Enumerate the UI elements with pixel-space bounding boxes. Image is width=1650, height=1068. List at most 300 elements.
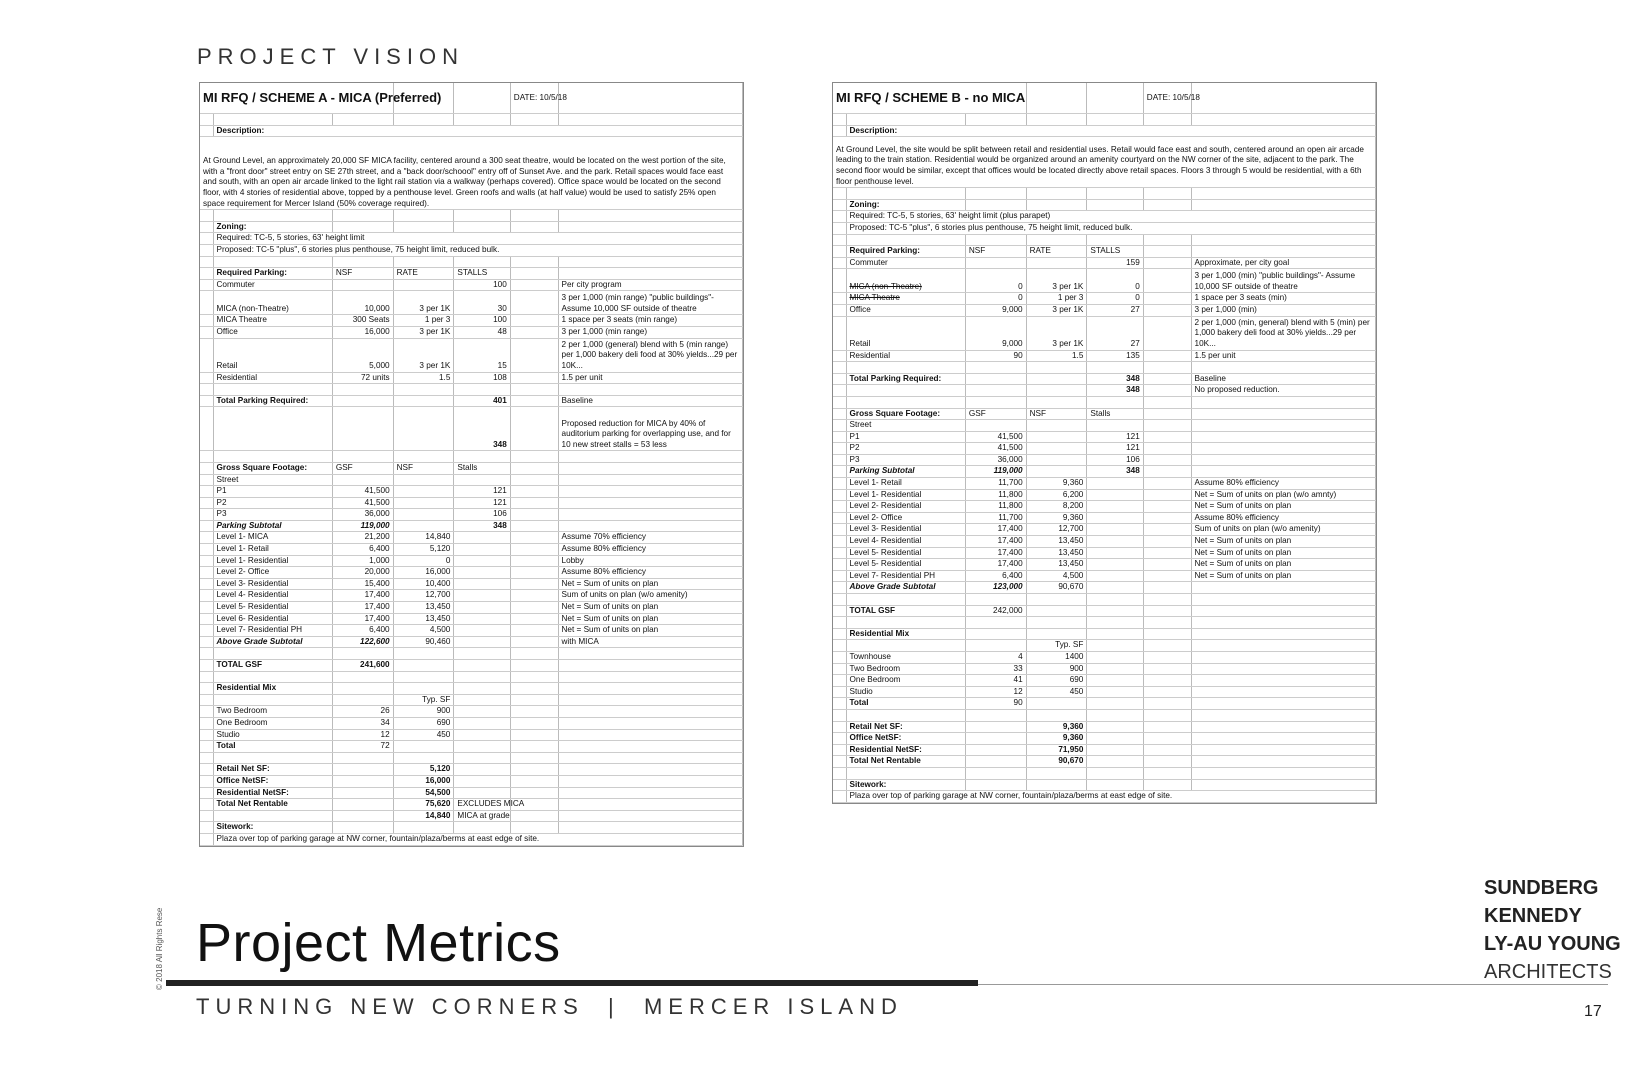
sheet-cell: [454, 822, 510, 834]
sheet-cell: [1087, 362, 1143, 374]
sheet-cell: 3 per 1,000 (min) "public buildings"- Assume 10,000 SF outside of theatre: [1191, 269, 1375, 293]
sheet-cell: 3 per 1,000 (min range) "public buildings"- Assume 10,000 SF outside of theatre: [558, 291, 742, 315]
sheet-cell: [332, 256, 393, 268]
sheet-cell: 41,500: [332, 497, 393, 509]
sheet-cell: 13,450: [1026, 547, 1087, 559]
sheet-cell: [1143, 779, 1191, 791]
table-row: [200, 555, 743, 567]
sheet-cell: [965, 779, 1026, 791]
sheet-cell: [454, 474, 510, 486]
sheet-cell: [1143, 536, 1191, 548]
sheet-cell: [213, 752, 332, 764]
sheet-cell: [558, 810, 742, 822]
sheet-cell: [1026, 114, 1087, 126]
sheet-cell: [558, 451, 742, 463]
sheet-cell: [833, 304, 846, 316]
sheet-cell: [200, 613, 213, 625]
sheet-cell: [1087, 396, 1143, 408]
sheet-cell: MICA Theatre: [213, 315, 332, 327]
sheet-cell: [1026, 83, 1087, 114]
table-row: [200, 497, 743, 509]
sheet-cell: [965, 114, 1026, 126]
table-row: [200, 451, 743, 463]
sheet-cell: [454, 625, 510, 637]
sheet-cell: [510, 326, 558, 338]
sheet-cell: [332, 787, 393, 799]
sheet-cell: Typ. SF: [1026, 640, 1087, 652]
sheet-cell: [510, 256, 558, 268]
sheet-cell: [558, 717, 742, 729]
sheet-cell: [965, 721, 1026, 733]
sheet-cell: [1026, 767, 1087, 779]
sheet-cell: Above Grade Subtotal: [213, 636, 332, 648]
sheet-cell: MICA at grade: [454, 810, 510, 822]
sheet-cell: [332, 822, 393, 834]
sheet-cell: [833, 501, 846, 513]
table-row: [200, 544, 743, 556]
sheet-cell: Level 5- Residential: [213, 602, 332, 614]
sheet-cell: [833, 222, 846, 234]
sheet-cell: [1143, 420, 1191, 432]
sheet-cell: [510, 590, 558, 602]
sheet-cell: 108: [454, 372, 510, 384]
table-row: [833, 698, 1376, 710]
table-row: [833, 536, 1376, 548]
sheet-cell: [332, 810, 393, 822]
table-row: [833, 559, 1376, 571]
sheet-cell: Net = Sum of units on plan: [1191, 501, 1375, 513]
sheet-cell: [454, 671, 510, 683]
sheet-cell: [200, 741, 213, 753]
sheet-cell: [393, 648, 454, 660]
table-row: [200, 462, 743, 474]
sheet-cell: [393, 520, 454, 532]
sheet-cell: 900: [393, 706, 454, 718]
sheet-cell: 242,000: [965, 605, 1026, 617]
table-row: [200, 833, 743, 845]
sheet-cell: [1026, 234, 1087, 246]
sheet-cell: Residential Mix: [846, 628, 965, 640]
sheet-cell: [1143, 316, 1191, 350]
sheet-cell: Residential: [846, 350, 965, 362]
table-row: [200, 395, 743, 407]
sheet-cell: [833, 478, 846, 490]
sheet-cell: [454, 83, 510, 114]
sheet-cell: [1087, 536, 1143, 548]
copyright-note: © 2018 All Rights Rese: [155, 907, 164, 990]
sheet-cell: [200, 555, 213, 567]
sheet-cell: [833, 675, 846, 687]
sheet-cell: [1143, 628, 1191, 640]
sheet-cell: [1143, 512, 1191, 524]
sheet-cell: 34: [332, 717, 393, 729]
sheet-cell: [1087, 524, 1143, 536]
sheet-cell: [213, 114, 332, 126]
table-row: [200, 729, 743, 741]
sheet-cell: [1191, 188, 1375, 200]
sheet-cell: [846, 594, 965, 606]
sheet-cell: Studio: [213, 729, 332, 741]
sheet-cell: [965, 257, 1026, 269]
sheet-cell: 0: [1087, 269, 1143, 293]
sheet-cell: [454, 660, 510, 672]
sheet-cell: [965, 362, 1026, 374]
sheet-cell: 15,400: [332, 578, 393, 590]
sheet-cell: [510, 407, 558, 451]
sheet-cell: [558, 83, 742, 114]
sheet-cell: [833, 408, 846, 420]
sheet-cell: [833, 605, 846, 617]
sheet-cell: [393, 671, 454, 683]
sheet-cell: [510, 315, 558, 327]
table-row: [200, 244, 743, 256]
sheet-cell: [510, 114, 558, 126]
sheet-cell: Required Parking:: [213, 268, 332, 280]
sheet-date: DATE: 10/5/18: [510, 83, 558, 114]
table-row: [833, 663, 1376, 675]
sheet-cell: [1191, 721, 1375, 733]
sheet-cell: RATE: [393, 268, 454, 280]
sheet-cell: Office NetSF:: [213, 775, 332, 787]
table-row: [200, 822, 743, 834]
table-row: [833, 454, 1376, 466]
table-row: [833, 617, 1376, 629]
sheet-cell: P3: [213, 509, 332, 521]
sheet-cell: [1191, 234, 1375, 246]
table-row: [200, 764, 743, 776]
sheet-cell: P1: [213, 486, 332, 498]
sheet-cell: 15: [454, 338, 510, 372]
table-row: [833, 362, 1376, 374]
sheet-cell: [200, 326, 213, 338]
sheet-cell: Total Net Rentable: [213, 799, 332, 811]
sheet-cell: [833, 663, 846, 675]
sheet-cell: [1143, 188, 1191, 200]
sheet-cell: [510, 660, 558, 672]
sheet-cell: [510, 372, 558, 384]
sheet-cell: [1143, 582, 1191, 594]
sheet-cell: 2 per 1,000 (general) blend with 5 (min range) per 1,000 bakery deli food at 30% yields...29 per 10K...: [558, 338, 742, 372]
table-row: [833, 188, 1376, 200]
sheet-cell: [393, 752, 454, 764]
sheet-cell: [393, 822, 454, 834]
sheet-cell: [833, 246, 846, 258]
sheet-cell: 17,400: [965, 559, 1026, 571]
sheet-cell: Per city program: [558, 279, 742, 291]
sheet-cell: Approximate, per city goal: [1191, 257, 1375, 269]
sheet-cell: Level 4- Residential: [213, 590, 332, 602]
sheet-cell: 6,400: [332, 625, 393, 637]
sheet-cell: [332, 210, 393, 222]
sheet-cell: [1143, 293, 1191, 305]
sheet-cell: 0: [393, 555, 454, 567]
table-row: [200, 810, 743, 822]
sheet-cell: [558, 683, 742, 695]
sheet-cell: [1087, 594, 1143, 606]
sheet-cell: with MICA: [558, 636, 742, 648]
sheet-cell: [200, 822, 213, 834]
sheet-cell: Level 7- Residential PH: [213, 625, 332, 637]
sheet-cell: [510, 291, 558, 315]
sheet-cell: [1087, 675, 1143, 687]
table-row: [833, 234, 1376, 246]
sheet-cell: 9,000: [965, 316, 1026, 350]
sheet-cell: [833, 686, 846, 698]
sheet-cell: [833, 640, 846, 652]
sheet-cell: [558, 268, 742, 280]
table-row: [200, 509, 743, 521]
sheet-cell: EXCLUDES MICA: [454, 799, 510, 811]
sheet-cell: [1143, 114, 1191, 126]
sheet-cell: 0: [965, 269, 1026, 293]
table-row: [833, 721, 1376, 733]
sheet-cell: [393, 683, 454, 695]
table-row: [833, 582, 1376, 594]
sheet-cell: [200, 315, 213, 327]
sheet-cell: Sitework:: [846, 779, 965, 791]
table-row: [200, 578, 743, 590]
sheet-cell: [1087, 234, 1143, 246]
sheet-cell: [833, 316, 846, 350]
firm-logo: [1484, 874, 1621, 986]
sheet-cell: [1191, 420, 1375, 432]
sheet-cell: [1191, 199, 1375, 211]
page-title: Project Metrics: [196, 913, 561, 973]
sheet-cell: 100: [454, 315, 510, 327]
sheet-cell: 3 per 1,000 (min range): [558, 326, 742, 338]
sheet-cell: 6,400: [965, 570, 1026, 582]
sheet-cell: [1143, 594, 1191, 606]
sheet-description: At Ground Level, the site would be split between retail and residential uses. Retail would face east and south, centered around an open air arcade leading to the train station. Residential would be organized around an amenity courtyard on the NW corner of the site, adjacent to the park. The second floor would be similar, except that offices would be located directly above retail spaces. Floors 3 through 5 would be residential, with a 6th floor penthouse level.: [833, 137, 1376, 188]
sheet-cell: [332, 799, 393, 811]
table-row: [833, 675, 1376, 687]
sheet-cell: 33: [965, 663, 1026, 675]
sheet-cell: [510, 268, 558, 280]
table-row: [833, 547, 1376, 559]
sheet-cell: [332, 775, 393, 787]
sheet-cell: [833, 114, 846, 126]
sheet-cell: [1143, 559, 1191, 571]
table-row: [833, 791, 1376, 803]
sheet-cell: [332, 451, 393, 463]
sheet-cell: 690: [1026, 675, 1087, 687]
sheet-cell: [1087, 721, 1143, 733]
sheet-cell: [965, 396, 1026, 408]
sheet-cell: [1191, 779, 1375, 791]
table-row: [833, 293, 1376, 305]
sheet-cell: 12: [965, 686, 1026, 698]
sheet-cell: [1026, 362, 1087, 374]
sheet-cell: [454, 555, 510, 567]
sheet-cell: Plaza over top of parking garage at NW corner, fountain/plaza/berms at east edge of site.: [213, 833, 742, 845]
sheet-cell: Residential: [213, 372, 332, 384]
sheet-cell: [965, 234, 1026, 246]
sheet-cell: 6,200: [1026, 489, 1087, 501]
table-row: [200, 613, 743, 625]
sheet-cell: [393, 497, 454, 509]
sheet-cell: 5,000: [332, 338, 393, 372]
sheet-cell: [558, 729, 742, 741]
sheet-cell: [200, 544, 213, 556]
sheet-cell: Total: [846, 698, 965, 710]
sheet-cell: [1143, 698, 1191, 710]
sheet-cell: 121: [1087, 443, 1143, 455]
sheet-cell: Townhouse: [846, 651, 965, 663]
sheet-cell: Office NetSF:: [846, 733, 965, 745]
sheet-cell: [393, 474, 454, 486]
sheet-cell: [1026, 199, 1087, 211]
sheet-cell: [454, 741, 510, 753]
table-row: [833, 512, 1376, 524]
sheet-cell: [833, 559, 846, 571]
sheet-cell: [200, 384, 213, 396]
sheet-cell: 12,700: [1026, 524, 1087, 536]
firm-name-line: SUNDBERG: [1484, 877, 1599, 899]
sheet-cell: Total: [213, 741, 332, 753]
sheet-cell: [332, 694, 393, 706]
sheet-cell: [510, 717, 558, 729]
sheet-cell: [1087, 582, 1143, 594]
sheet-cell: [1143, 269, 1191, 293]
sheet-cell: [200, 636, 213, 648]
sheet-cell: [510, 787, 558, 799]
sheet-cell: 71,950: [1026, 744, 1087, 756]
table-row: [833, 211, 1376, 223]
sheet-cell: 75,620: [393, 799, 454, 811]
sheet-cell: [558, 486, 742, 498]
sheet-cell: 13,450: [393, 613, 454, 625]
sheet-cell: 8,200: [1026, 501, 1087, 513]
sheet-cell: P3: [846, 454, 965, 466]
table-row: [833, 396, 1376, 408]
sheet-cell: [213, 694, 332, 706]
sheet-cell: 348: [454, 407, 510, 451]
sheet-cell: [454, 256, 510, 268]
sheet-cell: [332, 221, 393, 233]
sheet-cell: [833, 362, 846, 374]
sheet-cell: [454, 764, 510, 776]
sheet-cell: [510, 486, 558, 498]
sheet-cell: [1087, 501, 1143, 513]
table-row: [200, 384, 743, 396]
sheet-cell: [510, 625, 558, 637]
sheet-cell: [1143, 431, 1191, 443]
sheet-cell: [1087, 199, 1143, 211]
sheet-cell: [833, 594, 846, 606]
sheet-cell: 48: [454, 326, 510, 338]
sheet-cell: [1191, 431, 1375, 443]
sheet-cell: [454, 114, 510, 126]
sheet-cell: [833, 420, 846, 432]
sheet-cell: [1026, 594, 1087, 606]
sheet-cell: [200, 648, 213, 660]
sheet-cell: [558, 384, 742, 396]
sheet-cell: [1087, 756, 1143, 768]
sheet-cell: [393, 256, 454, 268]
sheet-cell: 72 units: [332, 372, 393, 384]
sheet-cell: Description:: [846, 125, 1375, 137]
sheet-cell: [393, 395, 454, 407]
sheet-cell: RATE: [1026, 246, 1087, 258]
sheet-cell: [1191, 396, 1375, 408]
sheet-cell: P2: [213, 497, 332, 509]
sheet-cell: 27: [1087, 304, 1143, 316]
sheet-cell: [965, 709, 1026, 721]
sheet-cell: [846, 385, 965, 397]
sheet-cell: [558, 256, 742, 268]
firm-name-line: LY-AU YOUNG: [1484, 933, 1621, 955]
sheet-cell: [454, 210, 510, 222]
sheet-cell: 11,700: [965, 512, 1026, 524]
table-row: [833, 524, 1376, 536]
sheet-cell: Level 7- Residential PH: [846, 570, 965, 582]
sheet-cell: [1087, 640, 1143, 652]
sheet-cell: [200, 694, 213, 706]
sheet-cell: [200, 717, 213, 729]
sheet-cell: No proposed reduction.: [1191, 385, 1375, 397]
sheet-cell: [833, 709, 846, 721]
sheet-cell: [1143, 350, 1191, 362]
sheet-cell: 3 per 1K: [393, 338, 454, 372]
sheet-cell: [1191, 686, 1375, 698]
sheet-cell: [510, 694, 558, 706]
table-row: [833, 594, 1376, 606]
sheet-description: At Ground Level, an approximately 20,000 SF MICA facility, centered around a 300 seat theatre, would be located on the west portion of the site, with a "front door" street entry on SE 27th street, and a "back door/schoool" entry off of Sunset Ave. and the park. Retail spaces would face east and south, with an open air arcade linked to the light rail station via a walkway (perhaps covered). Office space would be located on the second floor, with 4 stories of residential above, topped by a penthouse level. Green roofs and walls (at half value) would be used to satisfy 25% open space requirement for Mercer Island (50% coverage required).: [200, 137, 743, 210]
sheet-cell: [454, 567, 510, 579]
sheet-cell: [454, 636, 510, 648]
sheet-cell: Sitework:: [213, 822, 332, 834]
sheet-cell: [1143, 408, 1191, 420]
sheet-cell: Net = Sum of units on plan: [558, 625, 742, 637]
sheet-cell: One Bedroom: [846, 675, 965, 687]
sheet-cell: 3 per 1K: [393, 326, 454, 338]
sheet-cell: [510, 683, 558, 695]
sheet-cell: [1143, 675, 1191, 687]
sheet-cell: [1087, 547, 1143, 559]
sheet-cell: Level 5- Residential: [846, 559, 965, 571]
sheet-cell: [1143, 443, 1191, 455]
sheet-cell: MICA Theatre: [846, 293, 965, 305]
sheet-cell: [200, 407, 213, 451]
sheet-cell: Retail Net SF:: [846, 721, 965, 733]
sheet-cell: [1191, 466, 1375, 478]
sheet-cell: [454, 775, 510, 787]
sheet-cell: 9,360: [1026, 733, 1087, 745]
sheet-cell: 1.5 per unit: [1191, 350, 1375, 362]
sheet-cell: [1087, 686, 1143, 698]
sheet-cell: Level 3- Residential: [213, 578, 332, 590]
table-row: [200, 648, 743, 660]
sheet-cell: Lobby: [558, 555, 742, 567]
sheet-cell: [1026, 605, 1087, 617]
sheet-cell: [833, 269, 846, 293]
sheet-cell: [200, 625, 213, 637]
table-row: [833, 350, 1376, 362]
sheet-cell: [510, 520, 558, 532]
sheet-cell: [510, 555, 558, 567]
sheet-cell: [833, 698, 846, 710]
sheet-cell: [1087, 512, 1143, 524]
sheet-cell: 10,400: [393, 578, 454, 590]
table-row: [200, 474, 743, 486]
sheet-cell: Assume 70% efficiency: [558, 532, 742, 544]
sheet-cell: [833, 733, 846, 745]
table-row: [200, 799, 743, 811]
sheet-cell: [1087, 767, 1143, 779]
sheet-cell: [833, 524, 846, 536]
sheet-cell: [510, 741, 558, 753]
table-row: [200, 407, 743, 451]
